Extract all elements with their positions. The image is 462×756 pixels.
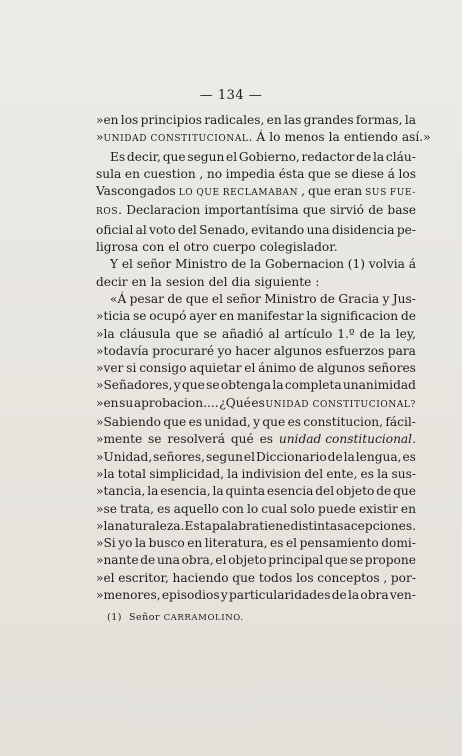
word: existir	[358, 501, 398, 516]
word: radicales,	[204, 113, 265, 127]
word: palabra	[211, 518, 260, 533]
word: Diccionario	[255, 449, 327, 464]
word: la	[272, 378, 284, 393]
word: segun	[205, 449, 243, 464]
word: »Sabiendo	[96, 415, 161, 430]
word: de	[356, 149, 372, 164]
word: todos	[258, 570, 293, 585]
word: es	[251, 395, 265, 410]
word: aprobacion....	[133, 395, 219, 410]
word: ente,	[326, 466, 358, 481]
word: ocupó	[149, 309, 187, 324]
text-line	[96, 129, 431, 148]
word: »UNIDAD CONSTITUCIONAL.	[96, 130, 253, 145]
word: solo	[290, 501, 315, 516]
word: algunos	[273, 343, 322, 358]
word: que	[181, 378, 205, 393]
word: objeto	[228, 553, 267, 568]
word: la	[347, 588, 360, 603]
word: es	[287, 415, 302, 430]
text-line	[96, 202, 416, 221]
word: conceptos	[317, 570, 380, 585]
word: »la	[96, 326, 115, 341]
word: 1.º	[337, 326, 355, 341]
word: en	[124, 166, 140, 181]
word: los	[398, 166, 416, 181]
word: Senado,	[199, 222, 249, 237]
word: Á	[256, 130, 266, 145]
word: completa	[284, 378, 342, 393]
text-line	[96, 552, 416, 569]
word: Jus-	[392, 291, 416, 306]
word: sus-	[391, 466, 416, 481]
word: y	[253, 415, 260, 430]
word: principios	[140, 113, 202, 127]
word: su	[119, 395, 134, 410]
text-line	[96, 343, 416, 360]
text-line	[96, 535, 416, 552]
word: ¿Qué	[219, 395, 251, 410]
word: la	[227, 466, 239, 481]
word: hacer	[235, 343, 271, 358]
word: con	[221, 501, 244, 516]
word: impedia	[225, 166, 276, 181]
word: aquietar	[189, 361, 242, 376]
word: una	[306, 222, 330, 237]
word: al	[135, 222, 147, 237]
word: al	[268, 326, 280, 341]
word: pesar	[129, 291, 164, 306]
word: con	[142, 240, 165, 255]
word: naturaleza.	[114, 518, 185, 533]
word: de	[368, 203, 384, 218]
word: Es	[110, 149, 126, 164]
word: Vascongados	[96, 184, 176, 199]
word: Y	[110, 257, 119, 272]
word: la	[343, 449, 355, 464]
text-line	[96, 149, 416, 166]
word: en	[219, 309, 235, 324]
word: particularidades	[228, 588, 331, 603]
word: trata,	[119, 501, 155, 516]
word: RECLAMABAN	[222, 188, 299, 199]
footnote	[107, 612, 407, 623]
word: unanimidad	[342, 378, 416, 393]
text-line	[96, 112, 416, 129]
word: se	[148, 432, 162, 447]
word: que	[232, 570, 256, 585]
word: la	[328, 130, 340, 145]
word: siguiente	[254, 274, 312, 289]
text-line	[96, 274, 416, 291]
word: del	[177, 222, 197, 237]
word: es	[402, 449, 416, 464]
word: en	[400, 501, 416, 516]
word: lo	[246, 501, 259, 516]
text-line	[96, 414, 416, 431]
word: Gobernacion	[264, 257, 344, 272]
word: base	[387, 203, 416, 218]
word: la	[373, 149, 385, 164]
word: manifestar	[237, 309, 304, 324]
text-line	[96, 308, 416, 325]
word: ,	[301, 184, 306, 199]
word: que	[393, 484, 416, 499]
word: escritor,	[118, 570, 169, 585]
word: los	[120, 113, 139, 127]
word: importantísima	[204, 203, 299, 218]
word: principal	[268, 553, 324, 568]
text-line	[96, 183, 416, 202]
word: pensamiento	[299, 536, 379, 551]
word: yo	[217, 343, 232, 358]
word: del	[315, 484, 335, 499]
word: yo	[118, 536, 133, 551]
word: haciendo	[172, 570, 229, 585]
word: diese	[351, 166, 384, 181]
word: la	[212, 484, 224, 499]
word: algunos	[316, 361, 366, 376]
word: y	[382, 291, 390, 306]
word: redactor	[301, 149, 355, 164]
footnote-name: CARRAMOLINO.	[163, 613, 244, 623]
word: Gracia	[338, 291, 380, 306]
word: formas,	[355, 113, 403, 127]
word: es	[188, 415, 203, 430]
text-line	[96, 239, 416, 256]
word: propone	[364, 553, 416, 568]
word: es	[269, 536, 284, 551]
word: fácil-	[385, 415, 416, 430]
word: Esta	[184, 518, 212, 533]
word: Ministro	[264, 291, 317, 306]
word: ROS.	[96, 203, 122, 218]
word: de	[331, 588, 347, 603]
word: pe-	[396, 222, 416, 237]
word: »Señadores,	[96, 378, 173, 393]
word: objeto	[336, 484, 375, 499]
text-line	[96, 466, 416, 483]
word: total	[117, 466, 147, 481]
word: eran	[333, 184, 363, 199]
word: obtenga	[220, 378, 272, 393]
word: literatura,	[204, 536, 268, 551]
word: QUE	[196, 188, 220, 199]
word: ayer	[189, 309, 217, 324]
word: que	[325, 553, 348, 568]
text-line	[96, 483, 416, 500]
word: el	[121, 257, 133, 272]
word: Ministro	[175, 257, 228, 272]
word: decir	[96, 274, 128, 289]
word: de	[299, 361, 315, 376]
word: esencia,	[160, 484, 211, 499]
body-text	[96, 112, 431, 604]
word: señor	[136, 257, 172, 272]
word: de	[140, 553, 156, 568]
word: ley,	[395, 326, 416, 341]
word: UNIDAD CONSTITUCIONAL?	[265, 399, 416, 410]
word: indivision	[241, 466, 302, 481]
word: cláusula	[119, 326, 171, 341]
word: (1)	[347, 257, 365, 272]
word: »en	[96, 395, 119, 410]
word: el	[226, 149, 238, 164]
word: decir,	[126, 149, 161, 164]
word: ,	[199, 166, 204, 181]
word: »ticia	[96, 309, 131, 324]
word: que	[162, 149, 186, 164]
word: evitando	[251, 222, 305, 237]
text-line	[96, 256, 416, 273]
word: distintas	[290, 518, 344, 533]
word: resolverá	[167, 432, 226, 447]
word: en	[266, 113, 282, 127]
word: por-	[390, 570, 416, 585]
word: del	[208, 274, 228, 289]
word: que	[185, 291, 209, 306]
word: constitucion,	[303, 415, 384, 430]
word: entiendo	[343, 130, 398, 145]
word: el	[215, 553, 227, 568]
word: ánimo	[258, 361, 297, 376]
word: añadió	[221, 326, 264, 341]
word: »el	[96, 570, 115, 585]
word: Declaracion	[126, 203, 201, 218]
word: se	[203, 326, 217, 341]
word: »todavía	[96, 343, 149, 358]
word: que	[307, 166, 331, 181]
word: otro	[183, 240, 209, 255]
word: »en	[96, 113, 119, 127]
text-line	[96, 449, 416, 466]
word: ,	[383, 570, 388, 585]
text-line	[96, 360, 416, 377]
word: «Á	[110, 291, 127, 306]
word: es	[360, 466, 374, 481]
word: »la	[96, 466, 115, 481]
word: la	[377, 466, 389, 481]
word: »mente	[96, 432, 143, 447]
word: »se	[96, 501, 117, 516]
word: de	[167, 291, 183, 306]
word: los	[296, 570, 314, 585]
text-line	[96, 518, 416, 535]
text-line	[96, 501, 416, 518]
word: la	[134, 536, 147, 551]
word: si	[126, 361, 137, 376]
word: de	[231, 257, 247, 272]
word: la	[147, 484, 159, 499]
word: la	[404, 113, 416, 127]
word: »menores,	[96, 588, 161, 603]
word: »ver	[96, 361, 124, 376]
word: cuestion	[143, 166, 196, 181]
word: así.»	[401, 130, 431, 145]
word: de	[320, 291, 336, 306]
text-line	[96, 395, 416, 414]
word: simplicidad,	[149, 466, 225, 481]
word: cláu-	[385, 149, 416, 164]
word: colegislador.	[259, 240, 338, 255]
word: en	[187, 536, 203, 551]
word: busco	[148, 536, 185, 551]
word: puede	[318, 501, 356, 516]
word: :	[315, 274, 320, 289]
word: esencia	[266, 484, 314, 499]
word: señores	[367, 361, 416, 376]
text-line	[96, 166, 416, 183]
word: sirvió	[329, 203, 364, 218]
word: la	[306, 309, 318, 324]
word: lo	[269, 130, 281, 145]
word: de	[376, 484, 392, 499]
word: significacion	[320, 309, 399, 324]
word: acepciones.	[343, 518, 416, 533]
word: que	[163, 415, 187, 430]
word: »tancia,	[96, 484, 146, 499]
word: ésta	[278, 166, 305, 181]
word: de	[400, 309, 416, 324]
text-line	[96, 222, 416, 239]
word: es	[157, 501, 171, 516]
word: ligrosa	[96, 240, 139, 255]
word: á	[408, 257, 416, 272]
word: que	[308, 184, 331, 199]
word: que	[175, 326, 199, 341]
word: y	[173, 378, 181, 393]
word: cuerpo	[212, 240, 256, 255]
word: obra	[360, 588, 389, 603]
footnote-text-prefix: Señor	[129, 612, 161, 623]
word: unidad constitucional.	[278, 432, 416, 447]
text-line	[96, 587, 416, 604]
text-line	[96, 570, 416, 587]
word: se	[206, 378, 220, 393]
footnote-marker: (1)	[107, 612, 122, 623]
word: qué	[230, 432, 254, 447]
word: el	[168, 240, 180, 255]
word: esfuerzos	[325, 343, 385, 358]
word: de	[327, 449, 343, 464]
word: una	[156, 553, 180, 568]
word: la	[379, 326, 391, 341]
text-line	[96, 377, 416, 394]
word: »Si	[96, 536, 116, 551]
word: el	[243, 449, 255, 464]
word: en	[131, 274, 147, 289]
word: es	[259, 432, 274, 447]
word: sula	[96, 166, 122, 181]
word: del	[304, 466, 324, 481]
word: que	[302, 203, 326, 218]
word: se	[349, 553, 364, 568]
word: para	[387, 343, 416, 358]
word: las	[283, 113, 302, 127]
word: á	[387, 166, 395, 181]
word: aquello	[173, 501, 219, 516]
word: SUS	[365, 188, 387, 199]
word: volvia	[368, 257, 405, 272]
word: segun	[187, 149, 225, 164]
word: »la	[96, 518, 115, 533]
word: Gobierno,	[238, 149, 300, 164]
word: la	[150, 274, 162, 289]
word: FUE-	[389, 188, 416, 199]
word: ven-	[389, 588, 416, 603]
word: y	[220, 588, 228, 603]
word: señores,	[153, 449, 205, 464]
word: procuraré	[152, 343, 215, 358]
word: »Unidad,	[96, 449, 153, 464]
word: el	[244, 361, 256, 376]
word: voto	[149, 222, 176, 237]
word: señor	[226, 291, 261, 306]
word: dia	[231, 274, 251, 289]
word: tiene	[259, 518, 291, 533]
word: artículo	[284, 326, 333, 341]
word: lengua,	[355, 449, 402, 464]
word: grandes	[303, 113, 354, 127]
word: domi-	[381, 536, 416, 551]
word: el	[211, 291, 224, 306]
word: el	[285, 536, 298, 551]
word: sesion	[165, 274, 205, 289]
word: no	[206, 166, 223, 181]
word: se	[334, 166, 348, 181]
word: se	[133, 309, 147, 324]
text-line	[96, 326, 416, 343]
word: episodios	[161, 588, 220, 603]
page-number: — 134 —	[199, 88, 263, 103]
word: »nante	[96, 553, 139, 568]
word: consigo	[139, 361, 187, 376]
word: que	[262, 415, 286, 430]
text-line	[96, 431, 416, 448]
word: la	[250, 257, 262, 272]
word: disidencia	[331, 222, 395, 237]
word: obra,	[181, 553, 214, 568]
word: unidad,	[204, 415, 251, 430]
word: LO	[178, 188, 194, 199]
text-line	[96, 291, 416, 308]
word: de	[359, 326, 375, 341]
word: oficial	[96, 222, 134, 237]
word: cual	[261, 501, 288, 516]
word: menos	[284, 130, 325, 145]
word: quinta	[225, 484, 266, 499]
